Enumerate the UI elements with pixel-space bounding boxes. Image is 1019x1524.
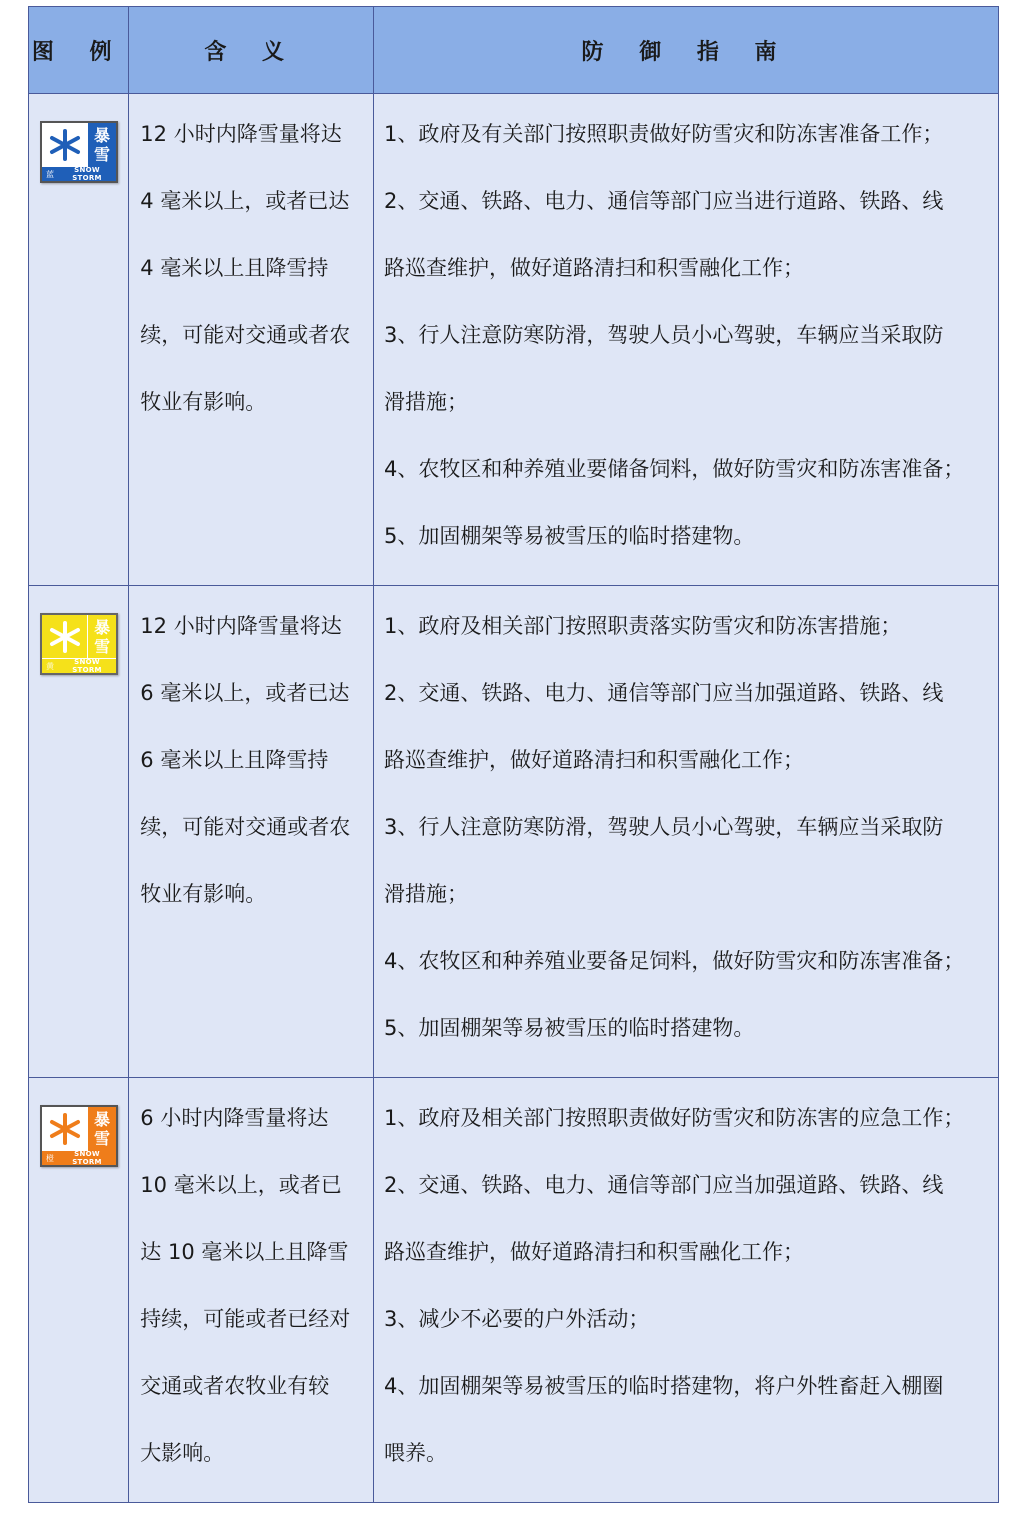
guide-line: 路巡查维护，做好道路清扫和积雪融化工作；: [384, 748, 805, 773]
icon-level-text: 蓝: [46, 169, 54, 179]
meaning-cell: [129, 94, 374, 586]
meaning-line: 达 10 毫米以上且降雪: [140, 1240, 349, 1265]
table-row-yellow: [29, 586, 999, 1078]
meaning-line: 10 毫米以上，或者已: [140, 1173, 342, 1198]
guide-line: 喂养。: [384, 1441, 448, 1466]
meaning-line: 12 小时内降雪量将达: [140, 614, 342, 639]
icon-char-2: 雪: [93, 145, 110, 165]
guide-line: 滑措施；: [384, 882, 469, 907]
guide-line: 5、加固棚架等易被雪压的临时搭建物。: [384, 524, 755, 549]
icon-char-2: 雪: [93, 1129, 110, 1149]
guide-line: 2、交通、铁路、电力、通信等部门应当进行道路、铁路、线: [384, 189, 944, 214]
table-row-blue: [29, 94, 999, 586]
guide-line: 滑措施；: [384, 390, 469, 415]
guide-line: 1、政府及相关部门按照职责落实防雪灾和防冻害措施；: [384, 614, 902, 639]
icon-char-2: 雪: [94, 637, 111, 657]
icon-english-text: SNOW STORM: [72, 658, 102, 675]
legend-cell: [29, 1078, 129, 1503]
legend-cell: [29, 586, 129, 1078]
yellow-snowstorm-warning-icon: [40, 613, 118, 675]
meaning-line: 4 毫米以上，或者已达: [140, 189, 350, 214]
guide-line: 3、行人注意防寒防滑，驾驶人员小心驾驶，车辆应当采取防: [384, 815, 944, 840]
header-meaning: 含 义: [129, 7, 374, 94]
meaning-line: 牧业有影响。: [140, 882, 267, 907]
guide-line: 路巡查维护，做好道路清扫和积雪融化工作；: [384, 1240, 805, 1265]
meaning-cell: [129, 586, 374, 1078]
snowflake-icon: [42, 123, 88, 167]
header-guide: 防 御 指 南: [374, 7, 999, 94]
meaning-line: 6 毫米以上，或者已达: [140, 681, 350, 706]
meaning-line: 6 小时内降雪量将达: [140, 1106, 329, 1131]
meaning-line: 续，可能对交通或者农: [140, 815, 351, 840]
legend-cell: [29, 94, 129, 586]
icon-char-1: 暴: [93, 1110, 110, 1130]
icon-char-1: 暴: [94, 618, 111, 638]
header-row: [29, 7, 999, 94]
guide-line: 1、政府及相关部门按照职责做好防雪灾和防冻害的应急工作；: [384, 1106, 965, 1131]
guide-line: 3、行人注意防寒防滑，驾驶人员小心驾驶，车辆应当采取防: [384, 323, 944, 348]
guide-line: 1、政府及有关部门按照职责做好防雪灾和防冻害准备工作；: [384, 122, 944, 147]
header-legend: 图 例: [29, 7, 129, 94]
guide-line: 2、交通、铁路、电力、通信等部门应当加强道路、铁路、线: [384, 1173, 944, 1198]
orange-snowstorm-warning-icon: [40, 1105, 118, 1167]
guide-line: 4、农牧区和种养殖业要备足饲料，做好防雪灾和防冻害准备；: [384, 949, 965, 974]
meaning-line: 持续，可能或者已经对: [140, 1307, 351, 1332]
meaning-line: 4 毫米以上且降雪持: [140, 256, 329, 281]
table-row-orange: [29, 1078, 999, 1503]
guide-line: 3、减少不必要的户外活动；: [384, 1307, 650, 1332]
icon-english-text: SNOW STORM: [72, 1150, 102, 1167]
meaning-line: 12 小时内降雪量将达: [140, 122, 342, 147]
snowflake-icon: [42, 615, 87, 659]
guide-line: 路巡查维护，做好道路清扫和积雪融化工作；: [384, 256, 805, 281]
meaning-cell: [129, 1078, 374, 1503]
meaning-line: 交通或者农牧业有较: [140, 1374, 330, 1399]
snowstorm-warning-table: [28, 6, 999, 1503]
guide-line: 4、加固棚架等易被雪压的临时搭建物，将户外牲畜赶入棚圈: [384, 1374, 944, 1399]
guide-cell: [374, 586, 999, 1078]
meaning-line: 牧业有影响。: [140, 390, 267, 415]
icon-english-text: SNOW STORM: [72, 166, 102, 183]
snowflake-icon: [42, 1107, 88, 1151]
icon-level-text: 橙: [46, 1153, 54, 1163]
icon-char-1: 暴: [93, 126, 110, 146]
meaning-line: 续，可能对交通或者农: [140, 323, 351, 348]
icon-level-text: 黄: [46, 661, 54, 671]
guide-cell: [374, 1078, 999, 1503]
guide-cell: [374, 94, 999, 586]
guide-line: 5、加固棚架等易被雪压的临时搭建物。: [384, 1016, 755, 1041]
guide-line: 2、交通、铁路、电力、通信等部门应当加强道路、铁路、线: [384, 681, 944, 706]
guide-line: 4、农牧区和种养殖业要储备饲料，做好防雪灾和防冻害准备；: [384, 457, 965, 482]
blue-snowstorm-warning-icon: [40, 121, 118, 183]
meaning-line: 6 毫米以上且降雪持: [140, 748, 329, 773]
meaning-line: 大影响。: [140, 1441, 225, 1466]
